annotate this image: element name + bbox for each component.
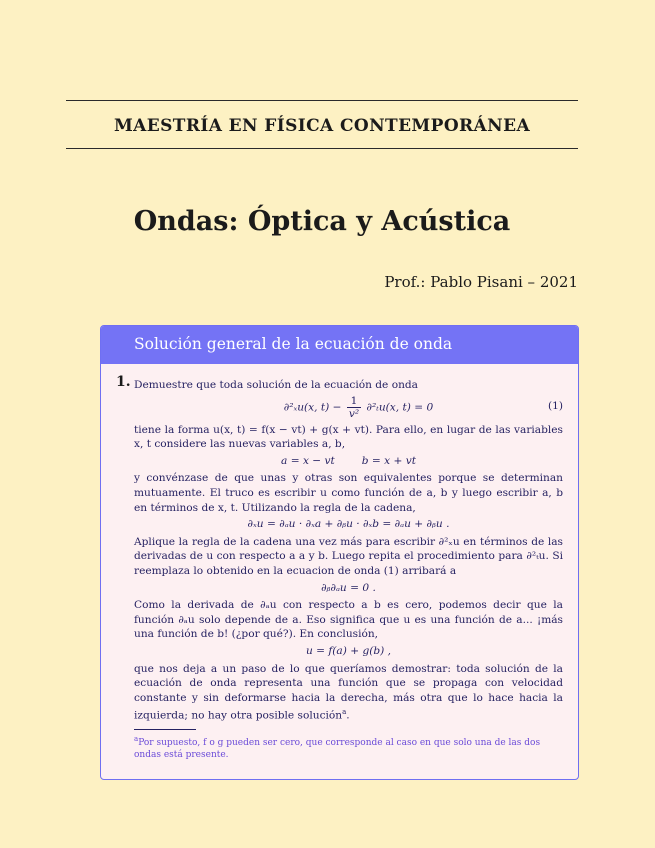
variable-change-equation: a = x − vt b = x + vt xyxy=(281,454,416,467)
fraction-numerator: 1 xyxy=(347,395,361,408)
paragraph-4: Aplique la regla de la cadena una vez más para escribir ∂²ₓu en términos de las derivadas de u con respecto a a y b. Luego repita el procedimiento para ∂²ₜu. Si reemplaza lo obtenido en la ecuacion de onda (1) arribará a xyxy=(134,535,563,577)
paragraph-2: tiene la forma u(x, t) = f(x − vt) + g(x + vt). Para ello, en lugar de las variables x, t considere las nuevas variables a, b, xyxy=(134,423,563,451)
footnote xyxy=(134,733,563,761)
paragraph-5: Como la derivada de ∂ₐu con respecto a b es cero, podemos decir que la función ∂ₐu solo depende de a. Eso significa que u es una función de a... ¡más una función de b! (¿por qué?). En conclusión, xyxy=(134,599,563,641)
fraction-denominator: v² xyxy=(348,407,360,420)
exercise-body xyxy=(101,364,578,761)
exercise-box xyxy=(100,325,579,780)
footnote-reference: a xyxy=(342,708,347,717)
exercise-box-heading: Solución general de la ecuación de onda xyxy=(101,326,578,364)
wave-equation-left: ∂²ₓu(x, t) − xyxy=(283,401,342,414)
paragraph-6-text: que nos deja a un paso de lo que queríamos demostrar: toda solución de la ecuación de onda representa una función que se propaga con velocidad constante y sin deformarse hacia la derecha, más otra que lo hace hacia la izquierda; no hay otra posible solución xyxy=(134,662,563,722)
program-header: MAESTRÍA EN FÍSICA CONTEMPORÁNEA xyxy=(113,116,531,136)
footnote-rule xyxy=(134,729,196,730)
header-bottom-rule xyxy=(66,148,578,149)
wave-equation-fraction xyxy=(347,395,361,420)
equation-number: (1) xyxy=(547,399,563,412)
paragraph-3: y convénzase de que unas y otras son equivalentes porque se determinan mutuamente. El truco es escribir u como función de a, b y luego escribir a, b en términos de x, t. Utilizando la regla de la cadena, xyxy=(134,472,563,514)
general-solution-equation: u = f(a) + g(b) , xyxy=(305,644,392,657)
document-title: Ondas: Óptica y Acústica xyxy=(133,206,511,237)
paragraph-6 xyxy=(134,662,563,724)
author-line: Prof.: Pablo Pisani – 2021 xyxy=(384,273,578,291)
paragraph-1: Demuestre que toda solución de la ecuación de onda xyxy=(134,379,418,391)
wave-equation xyxy=(134,395,563,420)
problem-number: 1. xyxy=(116,374,131,390)
mixed-derivative-equation: ∂ᵦ∂ₐu = 0 . xyxy=(321,581,376,594)
paragraph-6-end: . xyxy=(346,709,350,722)
footnote-text: Por supuesto, f o g pueden ser cero, que corresponde al caso en que solo una de las dos ondas está presente. xyxy=(134,738,541,761)
header-top-rule xyxy=(66,100,578,101)
footnote-mark: a xyxy=(134,735,139,744)
chain-rule-equation: ∂ₓu = ∂ₐu · ∂ₓa + ∂ᵦu · ∂ₓb = ∂ₐu + ∂ᵦu . xyxy=(247,518,450,531)
wave-equation-right: ∂²ₜu(x, t) = 0 xyxy=(366,401,434,414)
